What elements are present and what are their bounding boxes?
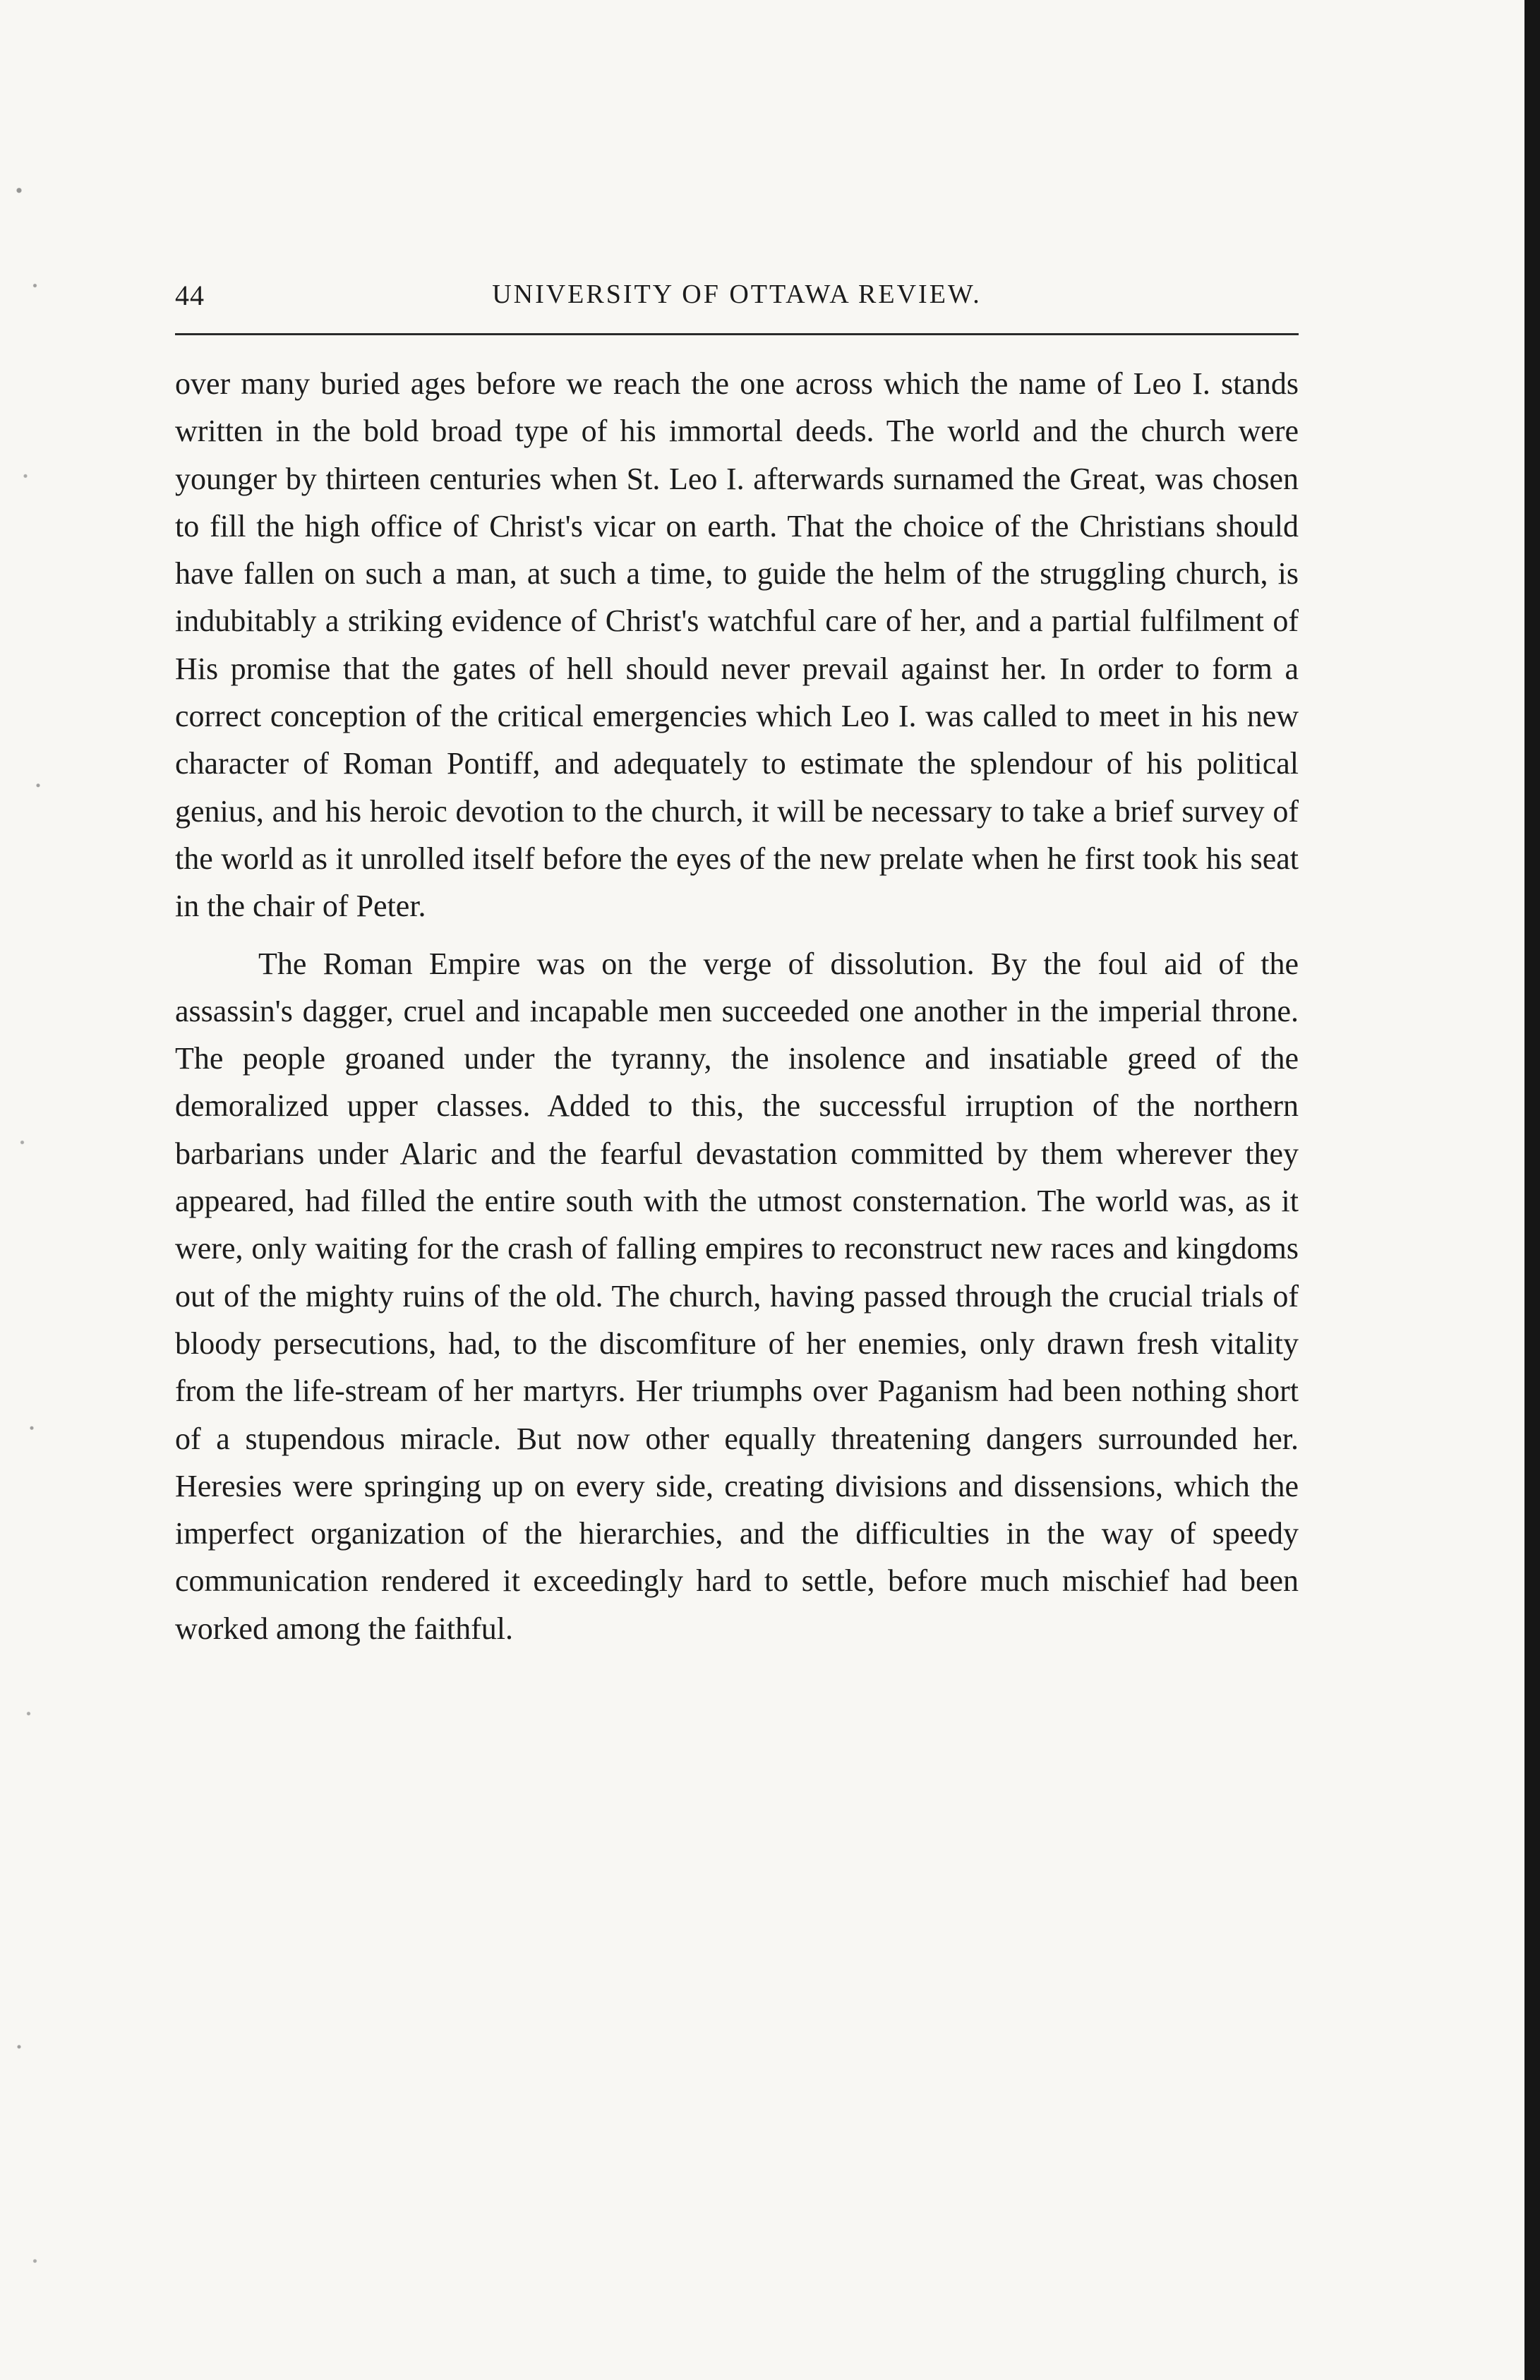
header-rule [175,333,1299,335]
page-number: 44 [175,280,205,311]
page-header [175,279,1299,321]
paragraph-continued: over many buried ages before we reach the one across which the name of Leo I. stands written in the bold broad type of his immortal deeds. The world and the church were younger by thirteen centuries when St. Leo I. afterwards surnamed the Great, was chosen to fill the high office of Christ's vicar on earth. That the choice of the Christians should have fallen on such a man, at such a time, to guide the helm of the struggling church, is indubitably a striking evidence of Christ's watchful care of her, and a partial fulfilment of His promise that the gates of hell should never prevail against her. In order to form a correct conception of the critical emergencies which Leo I. was called to meet in his new character of Roman Pontiff, and adequately to estimate the splendour of his political genius, and his heroic devotion to the church, it will be necessary to take a brief survey of the world as it unrolled itself before the eyes of the new prelate when he first took his seat in the chair of Peter. [175,366,1299,924]
scan-edge-border [1524,0,1540,2380]
running-title: UNIVERSITY OF OTTAWA REVIEW. [492,280,982,309]
scan-noise-margin [0,0,64,2380]
paragraph-roman-empire: The Roman Empire was on the verge of dissolution. By the foul aid of the assassin's dagger, cruel and incapable men succeeded one another in the imperial throne. The people groaned under the tyranny, the insolence and insatiable greed of the demoralized upper classes. Added to this, the successful irruption of the northern barbarians under Alaric and the fearful devastation committed by them wherever they appeared, had filled the entire south with the utmost consternation. The world was, as it were, only waiting for the crash of falling empires to reconstruct new races and kingdoms out of the mighty ruins of the old. The church, having passed through the crucial trials of bloody persecutions, had, to the discomfiture of her enemies, only drawn fresh vitality from the life-stream of her martyrs. Her triumphs over Paganism had been nothing short of a stupendous miracle. But now other equally threatening dangers surrounded her. Heresies were springing up on every side, creating divisions and dissensions, which the imperfect organization of the hierarchies, and the difficulties in the way of speedy communication rendered it exceedingly hard to settle, before much mischief had been worked among the faithful. [175,946,1299,1646]
article-body [175,360,1299,1662]
